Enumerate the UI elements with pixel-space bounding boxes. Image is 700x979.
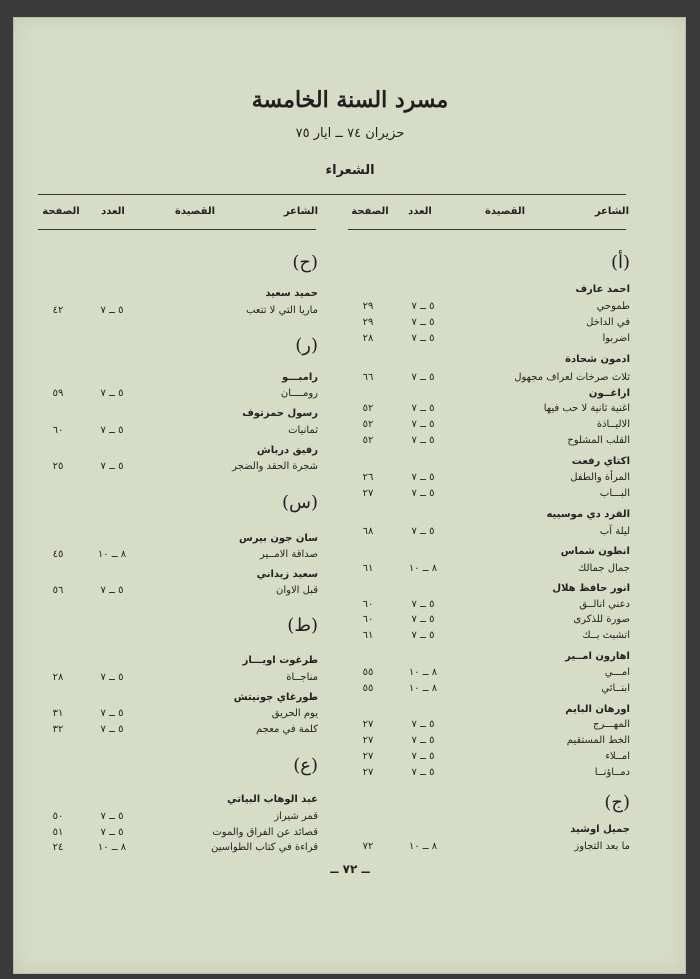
right-page-27: ٢٧ — [362, 735, 374, 746]
left-header-page: الصفحة — [42, 206, 80, 217]
left-page-17: ٢٨ — [52, 672, 64, 683]
left-header-rule — [38, 229, 316, 230]
right-page-26: ٢٧ — [362, 719, 374, 730]
right-letter-30: (ج) — [604, 792, 630, 813]
right-header-poet: الشاعر — [594, 206, 629, 217]
left-issue-24: ٥ ــ ٧ — [100, 827, 124, 838]
right-page-6: ٦٦ — [362, 372, 374, 383]
right-poem-3: في الداخل — [586, 317, 630, 328]
right-page-23: ٥٥ — [362, 667, 374, 678]
left-poem-12: صداقة الامــير — [259, 549, 318, 560]
right-poem-32: ما بعد التجاوز — [574, 841, 630, 852]
right-issue-9: ٥ ــ ٧ — [411, 419, 435, 430]
right-issue-24: ٨ ــ ١٠ — [408, 683, 438, 694]
right-page-4: ٢٨ — [362, 333, 374, 344]
left-issue-2: ٥ ــ ٧ — [100, 305, 124, 316]
right-issue-21: ٥ ــ ٧ — [411, 630, 435, 641]
page-subtitle: حزيران ٧٤ ــ ايار ٧٥ — [295, 126, 405, 141]
right-poem-4: اضربوا — [602, 333, 630, 344]
header-top-rule — [38, 194, 626, 195]
left-poet-22: عبد الوهاب البياتي — [227, 794, 318, 805]
right-header-issue: العدد — [408, 206, 432, 217]
left-page-25: ٢٤ — [52, 842, 64, 853]
left-page-20: ٣٢ — [52, 724, 64, 735]
right-page-9: ٥٢ — [362, 419, 374, 430]
left-page-12: ٤٥ — [52, 549, 64, 560]
right-poem-2: طموحي — [596, 301, 630, 312]
left-page-5: ٥٩ — [52, 388, 64, 399]
left-poet-8: رفيق درباش — [256, 445, 318, 456]
left-poet-4: رامبـــو — [282, 372, 318, 383]
right-poem-12: المرأة والطفل — [570, 472, 630, 483]
right-page-2: ٢٩ — [362, 301, 374, 312]
right-issue-15: ٥ ــ ٧ — [411, 526, 435, 537]
right-poem-27: الخط المستقيم — [566, 735, 630, 746]
right-page-8: ٥٢ — [362, 403, 374, 414]
left-poet-6: رسول حمزتوف — [242, 408, 318, 419]
left-issue-14: ٥ ــ ٧ — [100, 585, 124, 596]
right-issue-13: ٥ ــ ٧ — [411, 488, 435, 499]
right-poem-17: جمال جمالك — [578, 563, 630, 574]
right-poem-24: ابنــائي — [601, 683, 630, 694]
page-title: مسرد السنة الخامسة — [251, 87, 449, 113]
right-issue-29: ٥ ــ ٧ — [411, 767, 435, 778]
left-poem-7: ثمانيات — [288, 425, 318, 436]
left-header-poet: الشاعر — [283, 206, 318, 217]
right-page-29: ٢٧ — [362, 767, 374, 778]
left-poem-20: كلمة في معجم — [256, 724, 318, 735]
right-poet-16: انطون شماس — [560, 546, 630, 557]
left-issue-25: ٨ ــ ١٠ — [97, 842, 127, 853]
right-poet-14: الفرد دي موسييه — [546, 509, 630, 520]
left-page-2: ٤٢ — [52, 305, 64, 316]
right-issue-23: ٨ ــ ١٠ — [408, 667, 438, 678]
right-poet-11: اكتاي رفعت — [571, 456, 630, 467]
left-issue-20: ٥ ــ ٧ — [100, 724, 124, 735]
right-poet-5: ادمون شحادة — [565, 354, 630, 365]
left-page-23: ٥٠ — [52, 811, 64, 822]
left-poem-17: مناجــاة — [286, 672, 318, 683]
right-issue-6: ٥ ــ ٧ — [411, 372, 435, 383]
right-page-32: ٧٢ — [362, 841, 374, 852]
left-issue-17: ٥ ــ ٧ — [100, 672, 124, 683]
right-poem-29: دمــاؤنــا — [594, 767, 630, 778]
left-poem-2: ماريا التي لا تتعب — [246, 305, 318, 316]
section-title: الشعراء — [325, 163, 375, 178]
left-poem-23: قمر شيراز — [274, 811, 318, 822]
right-poem-13: البـــاب — [599, 488, 630, 499]
left-poet-1: حميد سعيد — [265, 288, 318, 299]
right-header-poem: القصيدة — [485, 206, 525, 217]
left-letter-3: (ر) — [295, 335, 318, 356]
left-issue-23: ٥ ــ ٧ — [100, 811, 124, 822]
left-poet-18: طورغاي جونيتش — [233, 692, 318, 703]
left-letter-15: (ط) — [287, 615, 318, 636]
left-issue-9: ٥ ــ ٧ — [100, 461, 124, 472]
right-page-12: ٢٦ — [362, 472, 374, 483]
right-issue-20: ٥ ــ ٧ — [411, 614, 435, 625]
right-poet-1: احمد عارف — [575, 284, 630, 295]
left-header-issue: العدد — [101, 206, 125, 217]
right-poet-7: اراغــون — [588, 388, 630, 399]
left-poem-9: شجرة الحقد والضجر — [232, 461, 318, 472]
right-issue-19: ٥ ــ ٧ — [411, 599, 435, 610]
left-header-poem: القصيدة — [175, 206, 215, 217]
right-letter-0: (أ) — [610, 252, 630, 273]
left-letter-21: (ع) — [293, 755, 318, 776]
left-page-14: ٥٦ — [52, 585, 64, 596]
left-issue-19: ٥ ــ ٧ — [100, 708, 124, 719]
right-poem-15: ليلة آب — [599, 526, 630, 537]
right-poem-21: اتشبث بــك — [582, 630, 630, 641]
right-poem-19: دعني انالــق — [579, 599, 630, 610]
right-header-rule — [348, 229, 626, 230]
left-page-24: ٥١ — [52, 827, 64, 838]
right-issue-12: ٥ ــ ٧ — [411, 472, 435, 483]
left-issue-12: ٨ ــ ١٠ — [97, 549, 127, 560]
right-page-21: ٦١ — [362, 630, 374, 641]
right-header-page: الصفحة — [351, 206, 389, 217]
right-issue-3: ٥ ــ ٧ — [411, 317, 435, 328]
right-poet-31: جميل اوشيد — [570, 824, 630, 835]
right-page-19: ٦٠ — [362, 599, 374, 610]
left-poem-25: قراءة في كتاب الطواسين — [211, 842, 318, 853]
right-poem-20: صورة للذكرى — [573, 614, 630, 625]
right-poet-22: اهارون امــير — [565, 651, 630, 662]
left-poet-16: طرغوت اويـــار — [242, 655, 318, 666]
right-issue-32: ٨ ــ ١٠ — [408, 841, 438, 852]
right-issue-4: ٥ ــ ٧ — [411, 333, 435, 344]
right-page-24: ٥٥ — [362, 683, 374, 694]
left-page-19: ٣١ — [52, 708, 64, 719]
left-page-7: ٦٠ — [52, 425, 64, 436]
left-poet-13: سعيد زيداني — [256, 569, 318, 580]
right-issue-28: ٥ ــ ٧ — [411, 751, 435, 762]
right-issue-17: ٨ ــ ١٠ — [408, 563, 438, 574]
left-page-9: ٢٥ — [52, 461, 64, 472]
right-page-20: ٦٠ — [362, 614, 374, 625]
right-poem-23: امـــي — [604, 667, 630, 678]
right-page-15: ٦٨ — [362, 526, 374, 537]
right-poem-9: الاليــاذة — [596, 419, 630, 430]
left-issue-5: ٥ ــ ٧ — [100, 388, 124, 399]
left-letter-0: (ح) — [292, 252, 318, 273]
right-poem-6: ثلاث صرخات لعراف مجهول — [514, 372, 630, 383]
right-page-10: ٥٢ — [362, 435, 374, 446]
left-issue-7: ٥ ــ ٧ — [100, 425, 124, 436]
right-page-13: ٢٧ — [362, 488, 374, 499]
page-number: ــ ٧٢ ــ — [330, 862, 370, 876]
right-poem-28: امــلاء — [605, 751, 630, 762]
right-poet-25: اورهان البايم — [565, 704, 630, 715]
right-page-28: ٢٧ — [362, 751, 374, 762]
right-issue-2: ٥ ــ ٧ — [411, 301, 435, 312]
left-letter-10: (س) — [281, 492, 318, 513]
right-issue-8: ٥ ــ ٧ — [411, 403, 435, 414]
left-poem-19: يوم الحريق — [271, 708, 318, 719]
right-issue-27: ٥ ــ ٧ — [411, 735, 435, 746]
left-poem-24: قصائد عن الفراق والموت — [212, 827, 318, 838]
right-page-17: ٦١ — [362, 563, 374, 574]
left-poem-14: قبل الاوان — [276, 585, 318, 596]
right-page-3: ٢٩ — [362, 317, 374, 328]
right-issue-10: ٥ ــ ٧ — [411, 435, 435, 446]
right-poem-8: اغنية ثانية لا حب فيها — [543, 403, 630, 414]
right-poet-18: انور حافظ هلال — [552, 583, 630, 594]
right-poem-26: المهـــرج — [593, 719, 630, 730]
left-poem-5: رومــــان — [280, 388, 318, 399]
right-issue-26: ٥ ــ ٧ — [411, 719, 435, 730]
right-poem-10: القلب المشلوح — [567, 435, 630, 446]
left-poet-11: سان جون بيرس — [239, 533, 318, 544]
